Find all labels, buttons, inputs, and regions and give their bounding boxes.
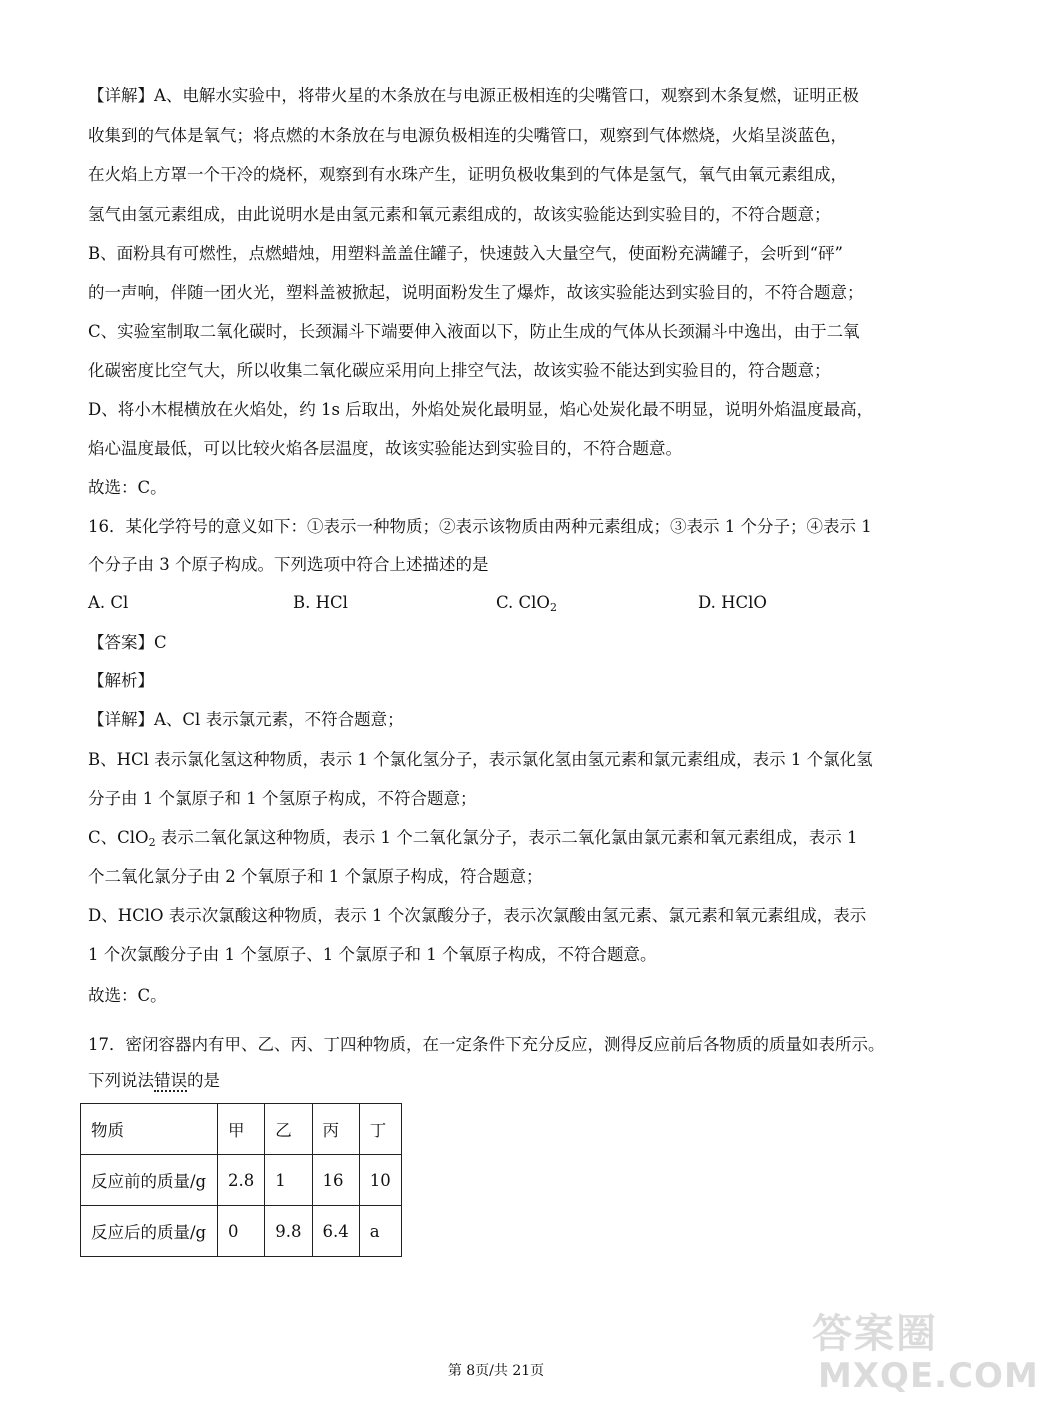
q16-detail-line: 个二氧化氯分子由 2 个氧原子和 1 个氯原子构成，符合题意； bbox=[88, 867, 543, 886]
table-header-cell: 丁 bbox=[359, 1104, 401, 1155]
q16-detail-text: 表示二氧化氯这种物质，表示 1 个二氧化氯分子，表示二氧化氯由氯元素和氧元素组成，表示 1 bbox=[155, 828, 858, 847]
table-row bbox=[81, 1206, 402, 1257]
table-header-cell: 丙 bbox=[312, 1104, 359, 1155]
q16-stem: 16．某化学符号的意义如下：①表示一种物质；②表示该物质由两种元素组成；③表示 1 个分子；④表示 1 bbox=[88, 517, 872, 536]
q16-options bbox=[88, 593, 908, 615]
q15-detail-line: 在火焰上方罩一个干冷的烧杯，观察到有水珠产生，证明负极收集到的气体是氢气，氧气由氧元素组成， bbox=[88, 165, 847, 184]
analysis-tag: 【解析】 bbox=[88, 671, 154, 690]
q16-detail-line: 【详解】A、Cl 表示氯元素，不符合题意； bbox=[88, 710, 404, 729]
q15-detail-line: 【详解】A、电解水实验中，将带火星的木条放在与电源正极相连的尖嘴管口，观察到木条复燃，证明正极 bbox=[88, 86, 859, 105]
option-c bbox=[496, 593, 557, 614]
q17-stem bbox=[88, 1071, 220, 1091]
q15-detail-line: 氢气由氢元素组成，由此说明水是由氢元素和氧元素组成的，故该实验能达到实验目的，不符合题意； bbox=[88, 205, 831, 224]
q16-detail-line: B、HCl 表示氯化氢这种物质，表示 1 个氯化氢分子，表示氯化氢由氢元素和氯元素组成，表示 1 个氯化氢 bbox=[88, 750, 873, 769]
q15-detail-line: C、实验室制取二氧化碳时，长颈漏斗下端要伸入液面以下，防止生成的气体从长颈漏斗中逸出，由于二氧 bbox=[88, 322, 860, 341]
q17-stem-text: 下列说法 bbox=[88, 1071, 154, 1090]
answer-value: C bbox=[154, 633, 167, 652]
table-header-cell: 乙 bbox=[265, 1104, 312, 1155]
table-cell: 9.8 bbox=[265, 1206, 312, 1257]
table-cell: 2.8 bbox=[218, 1155, 265, 1206]
watermark-url: MXQE.COM bbox=[818, 1356, 1039, 1396]
q15-answer: 故选：C。 bbox=[88, 478, 167, 497]
q16-answer: 故选：C。 bbox=[88, 986, 167, 1005]
answer-tag: 【答案】 bbox=[88, 633, 154, 652]
q16-detail-text: C、ClO bbox=[88, 828, 149, 847]
q16-detail-line: 1 个次氯酸分子由 1 个氢原子、1 个氯原子和 1 个氧原子构成，不符合题意。 bbox=[88, 945, 657, 964]
table-cell: 0 bbox=[218, 1206, 265, 1257]
option-c-subscript: 2 bbox=[549, 601, 557, 614]
q16-stem: 个分子由 3 个原子构成。下列选项中符合上述描述的是 bbox=[88, 555, 489, 574]
table-cell: 16 bbox=[312, 1155, 359, 1206]
table-cell: 1 bbox=[265, 1155, 312, 1206]
q16-detail-line: D、HClO 表示次氯酸这种物质，表示 1 个次氯酸分子，表示次氯酸由氢元素、氯元素和氧元素组成，表示 bbox=[88, 906, 867, 925]
watermark-logo bbox=[812, 1302, 1039, 1398]
table-cell: 6.4 bbox=[312, 1206, 359, 1257]
table-row bbox=[81, 1155, 402, 1206]
q17-stem-emphasis: 错误 bbox=[154, 1071, 187, 1090]
watermark-title: 答案圈 bbox=[812, 1311, 938, 1357]
table-cell: 反应前的质量/g bbox=[81, 1155, 218, 1206]
table-header-cell: 物质 bbox=[81, 1104, 218, 1155]
table-cell: 10 bbox=[359, 1155, 401, 1206]
table-header-cell: 甲 bbox=[218, 1104, 265, 1155]
table-header-row bbox=[81, 1104, 402, 1155]
mass-table bbox=[80, 1103, 402, 1257]
q15-detail-line: 收集到的气体是氧气；将点燃的木条放在与电源负极相连的尖嘴管口，观察到气体燃烧，火焰呈淡蓝色， bbox=[88, 126, 847, 145]
option-d: D. HClO bbox=[698, 593, 767, 612]
option-a: A. Cl bbox=[88, 593, 129, 612]
table-cell: 反应后的质量/g bbox=[81, 1206, 218, 1257]
q15-detail-line: 焰心温度最低，可以比较火焰各层温度，故该实验能达到实验目的，不符合题意。 bbox=[88, 439, 682, 458]
q16-detail-line: 分子由 1 个氯原子和 1 个氢原子构成，不符合题意； bbox=[88, 789, 477, 808]
q16-detail-line bbox=[88, 828, 858, 853]
answer-line bbox=[88, 633, 167, 653]
q15-detail-line: D、将小木棍横放在火焰处，约 1s 后取出，外焰处炭化最明显，焰心处炭化最不明显，说明外焰温度最高， bbox=[88, 400, 874, 419]
q16-detail-subscript: 2 bbox=[148, 836, 156, 849]
q15-detail-line: 的一声响，伴随一团火光，塑料盖被掀起，说明面粉发生了爆炸，故该实验能达到实验目的，不符合题意； bbox=[88, 283, 864, 302]
q15-detail-line: B、面粉具有可燃性，点燃蜡烛，用塑料盖盖住罐子，快速鼓入大量空气，使面粉充满罐子，会听到“砰” bbox=[88, 244, 843, 263]
q17-stem-text: 的是 bbox=[187, 1071, 220, 1090]
page-footer: 第 8页/共 21页 bbox=[447, 1363, 545, 1379]
option-c-text: C. ClO bbox=[496, 593, 550, 612]
q15-detail-line: 化碳密度比空气大，所以收集二氧化碳应采用向上排空气法，故该实验不能达到实验目的，符合题意； bbox=[88, 361, 831, 380]
option-b: B. HCl bbox=[293, 593, 348, 612]
table-cell: a bbox=[359, 1206, 401, 1257]
q17-stem: 17．密闭容器内有甲、乙、丙、丁四种物质，在一定条件下充分反应，测得反应前后各物质的质量如表所示。 bbox=[88, 1035, 885, 1054]
